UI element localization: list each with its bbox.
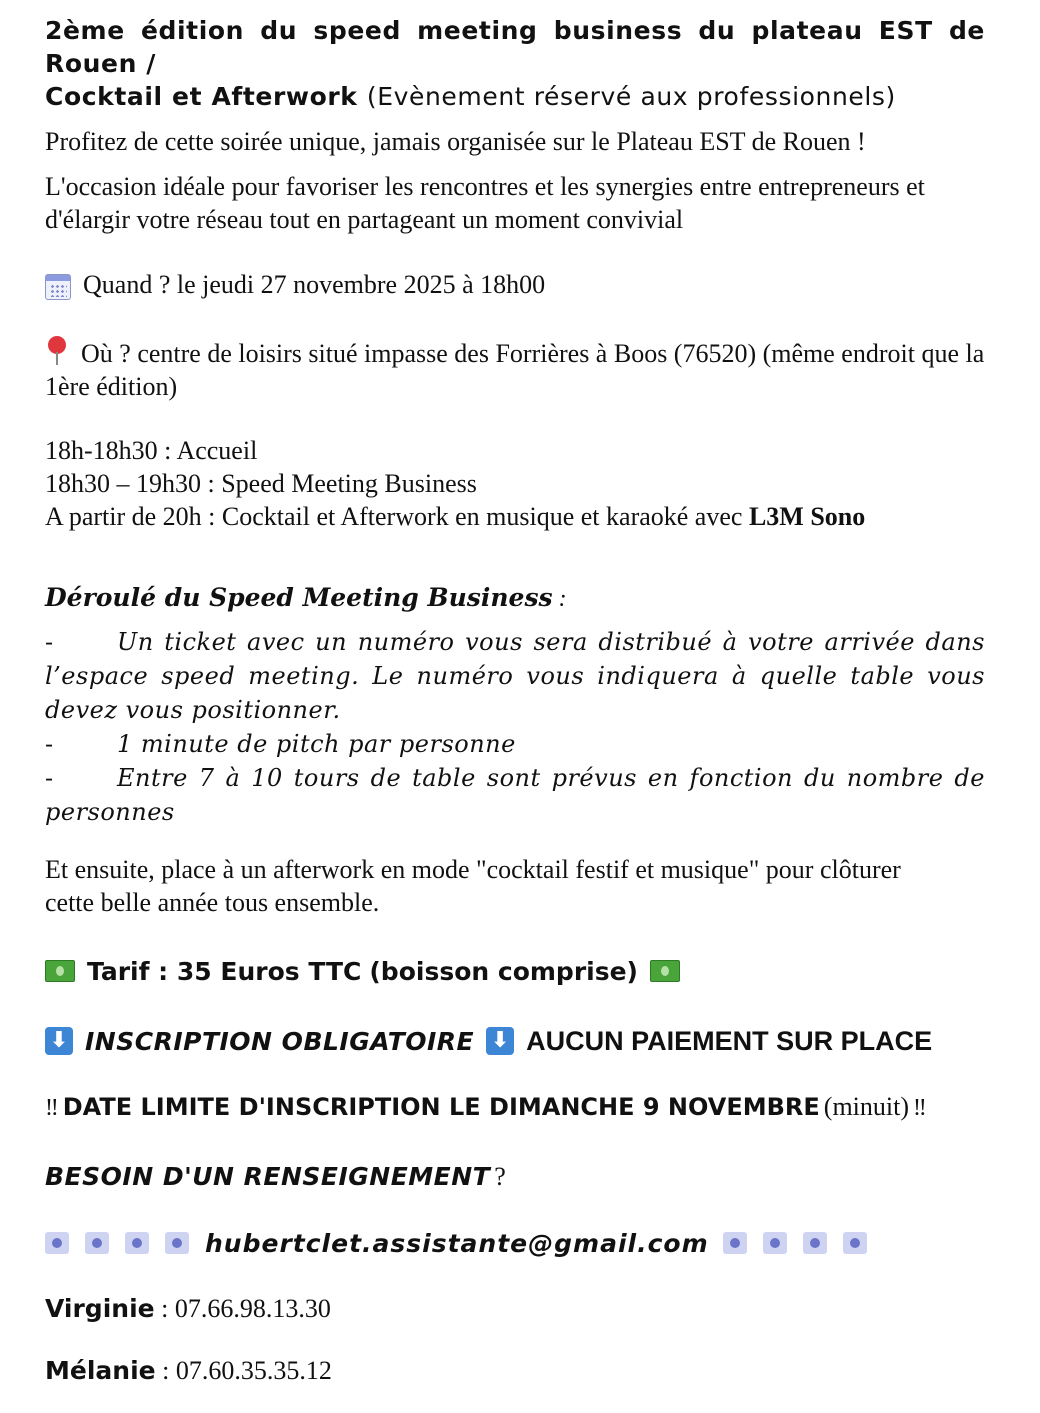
pushpin-icon — [45, 336, 69, 366]
mail-bullet-icon — [45, 1232, 69, 1254]
list-item — [45, 727, 985, 761]
no-payment-notice: AUCUN PAIEMENT SUR PLACE — [526, 1025, 933, 1056]
contact-row — [45, 1351, 985, 1391]
mail-bullet-icon — [803, 1232, 827, 1254]
contact-phone[interactable]: 07.66.98.13.30 — [174, 1294, 331, 1323]
contact-name: Virginie — [45, 1294, 155, 1323]
deroule-colon: : — [552, 586, 567, 612]
where-line — [45, 336, 985, 403]
down-arrow-icon: ⬇ — [486, 1027, 514, 1055]
title-line-2 — [45, 80, 985, 113]
schedule-item: 18h30 – 19h30 : Speed Meeting Business — [45, 469, 477, 498]
list-item-text: 1 minute de pitch par personne — [117, 730, 516, 758]
double-exclamation-icon: ‼ — [45, 1095, 59, 1121]
deadline-line — [45, 1087, 985, 1127]
where-text: Où ? centre de loisirs situé impasse des Forrières à Boos (76520) (même endroit que la 1ère édition) — [45, 339, 985, 401]
deadline-text: DATE LIMITE D'INSCRIPTION LE DIMANCHE 9 NOVEMBRE — [62, 1093, 820, 1121]
list-dash: - — [45, 628, 54, 656]
email-line — [45, 1223, 985, 1263]
mail-bullet-icon — [723, 1232, 747, 1254]
contact-separator: : — [155, 1356, 176, 1385]
tarif-label: Tarif : 35 Euros TTC — [87, 956, 362, 986]
title-subtitle: (Evènement réservé aux professionnels) — [366, 82, 896, 111]
info-question: ? — [494, 1162, 506, 1191]
contact-name: Mélanie — [45, 1356, 156, 1385]
schedule-item — [45, 500, 985, 533]
mail-bullet-icon — [125, 1232, 149, 1254]
contact-separator: : — [154, 1294, 175, 1323]
banknote-icon — [650, 960, 680, 982]
banknote-icon — [45, 960, 75, 982]
schedule-item: 18h-18h30 : Accueil — [45, 436, 258, 465]
schedule-last-text: A partir de 20h : Cocktail et Afterwork en musique et karaoké avec — [45, 502, 749, 531]
tarif-line — [45, 951, 985, 991]
deroule-heading — [45, 581, 985, 619]
list-item — [45, 761, 985, 829]
info-label: BESOIN D'UN RENSEIGNEMENT — [45, 1162, 491, 1191]
title-bold-part: Cocktail et Afterwork — [45, 82, 358, 111]
mail-bullet-icon — [763, 1232, 787, 1254]
tarif-paren: (boisson comprise) — [369, 956, 638, 986]
list-item — [45, 625, 985, 727]
mail-bullet-icon — [85, 1232, 109, 1254]
intro-paragraph-2: L'occasion idéale pour favoriser les rencontres et les synergies entre entrepreneurs et d'élargir votre réseau tout en partageant un moment convivial — [45, 172, 925, 234]
sponsor-name: L3M Sono — [748, 502, 866, 531]
when-text: Quand ? le jeudi 27 novembre 2025 à 18h00 — [83, 270, 546, 299]
contact-phone[interactable]: 07.60.35.35.12 — [175, 1356, 332, 1385]
event-document — [45, 14, 985, 1391]
when-line — [45, 268, 985, 301]
info-line — [45, 1157, 985, 1197]
mail-bullet-icon — [843, 1232, 867, 1254]
inscription-mandatory: INSCRIPTION OBLIGATOIRE — [85, 1026, 475, 1056]
mail-bullet-icon — [165, 1232, 189, 1254]
deadline-time: (minuit) — [823, 1092, 910, 1121]
afterwork-paragraph: Et ensuite, place à un afterwork en mode "cocktail festif et musique" pour clôturer cette belle année tous ensemble. — [45, 855, 901, 917]
list-dash: - — [45, 764, 54, 792]
deroule-title: Déroulé du Speed Meeting Business — [45, 583, 553, 612]
contact-row — [45, 1289, 985, 1329]
calendar-icon — [45, 274, 71, 300]
list-item-text: Un ticket avec un numéro vous sera distribué à votre arrivée dans l’espace speed meeting. Le numéro vous indiquera à quelle table vous devez vous positionner. — [45, 628, 985, 724]
list-dash: - — [45, 730, 54, 758]
inscription-line — [45, 1021, 985, 1061]
contact-email-link[interactable]: hubertclet.assistante@gmail.com — [205, 1228, 709, 1258]
down-arrow-icon: ⬇ — [45, 1027, 73, 1055]
double-exclamation-icon: ‼ — [913, 1095, 927, 1121]
list-item-text: Entre 7 à 10 tours de table sont prévus en fonction du nombre de personnes — [45, 764, 985, 826]
event-title — [45, 14, 985, 113]
title-line-1: 2ème édition du speed meeting business du plateau EST de Rouen / — [45, 16, 985, 78]
intro-paragraph-1: Profitez de cette soirée unique, jamais organisée sur le Plateau EST de Rouen ! — [45, 127, 866, 156]
